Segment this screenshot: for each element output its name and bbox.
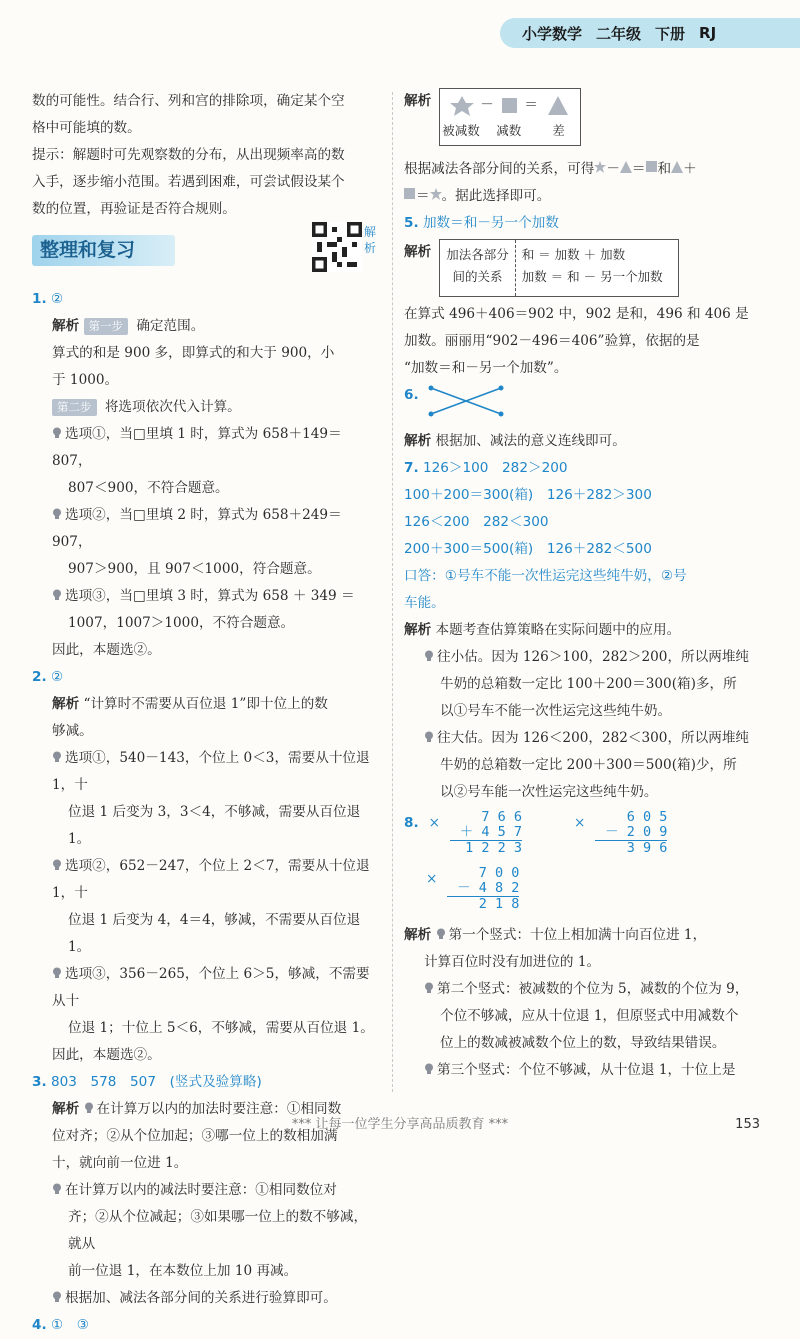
bulb-icon [52, 751, 62, 763]
q6-number: 6. [404, 387, 419, 403]
square-icon [404, 188, 416, 200]
q4-diagram [439, 88, 581, 146]
calc-line: － 4 8 2 [447, 881, 519, 897]
q3-number: 3. [32, 1074, 47, 1090]
q4-text: 。据此选择即可。 [441, 188, 551, 204]
hint-line: 提示：解题时可先观察数的分布，从出现频率高的数 [32, 147, 345, 163]
q1-analysis-label: 解析 [52, 318, 80, 334]
q3-answer: 803 578 507 (竖式及验算略) [50, 1074, 262, 1090]
q8-text: 第二个竖式：被减数的个位为 5，减数的个位为 9， [437, 981, 749, 997]
calc-line: ＋ 4 5 7 [450, 825, 522, 841]
q1-option: 选项②，当□里填 2 时，算式为 658＋249＝907， [52, 507, 342, 550]
square-icon [502, 98, 517, 113]
bulb-icon [424, 1063, 434, 1075]
q2-analysis-label: 解析 [52, 696, 80, 712]
op: ＝ [631, 161, 646, 177]
calc-line: 7 6 6 [481, 809, 523, 825]
equals-sign: ＝ [524, 97, 538, 113]
q7-text: 牛奶的总箱数一定比 200＋300＝500(箱)少，所 [440, 757, 737, 773]
wrong-mark: × [428, 815, 441, 831]
q2-conclusion: 因此，本题选②。 [52, 1047, 161, 1063]
bulb-icon [52, 427, 62, 439]
q5-text: 在算式 496＋406＝902 中，902 是和，496 和 406 是 [404, 306, 749, 322]
q7-text: 以①号车不能一次性运完这些纯牛奶。 [440, 703, 672, 719]
footer-slogan: *** 让每一位学生分享高品质教育 *** [291, 1117, 509, 1132]
square-icon [646, 161, 658, 173]
calc-line: 6 0 5 [626, 809, 668, 825]
q8-text: 第一个竖式：十位上相加满十向百位进 1， [448, 927, 707, 943]
q2-option-cont: 位退 1；十位上 5＜6，不够减，需要从百位退 1。 [68, 1020, 374, 1036]
box-right-line: 和 ＝ 加数 ＋ 加数 [521, 247, 626, 262]
calc-line: 1 2 2 3 [465, 840, 523, 856]
calc-line: 2 1 8 [478, 896, 520, 912]
box-right-line: 加数 ＝ 和 － 另一个加数 [521, 269, 663, 284]
q3-text: 根据加、减法各部分间的关系进行验算即可。 [65, 1290, 337, 1306]
q5-text: 加数。丽丽用“902－496＝406”验算，依据的是 [404, 333, 700, 349]
q3-analysis-label: 解析 [52, 1101, 80, 1117]
q4-text: 和 [657, 161, 672, 177]
q7-text: 以②号车能一次性运完这些纯牛奶。 [440, 784, 658, 800]
qr-code-icon[interactable] [312, 222, 362, 272]
header-edition: RJ [699, 24, 717, 42]
intro-line: 格中可能填的数。 [32, 120, 141, 136]
bulb-icon [436, 928, 446, 940]
q4-analysis-label: 解析 [404, 93, 432, 109]
bulb-icon [424, 650, 434, 662]
minus-sign: － [480, 97, 494, 113]
header-volume: 下册 [655, 24, 686, 43]
page-header [500, 18, 800, 48]
q7-analysis-label: 解析 [404, 622, 432, 638]
op: ＋ [683, 161, 697, 177]
q8-row1 [404, 810, 762, 866]
q1-number: 1. [32, 291, 47, 307]
q2-option: 选项①，540－143，个位上 0＜3，需要从十位退 1，十 [52, 750, 370, 793]
q5-answer: 加数＝和－另一个加数 [422, 215, 559, 231]
q5-number: 5. [404, 215, 419, 231]
q1-answer: ② [50, 291, 64, 307]
q3-text: 在计算万以内的减法时要注意：①相同数位对 [65, 1182, 337, 1198]
vertical-calc-3 [447, 866, 519, 922]
q7-answer: 口答：①号车不能一次性运完这些纯牛奶，②号 [404, 568, 687, 584]
q1-option-cont: 1007，1007＞1000，不符合题意。 [68, 615, 295, 631]
vertical-calc-1 [450, 810, 522, 866]
box-left-line: 加法各部分 [446, 247, 509, 262]
q6-connect-lines [427, 382, 507, 422]
q7-text: 牛奶的总箱数一定比 100＋200＝300(箱)多，所 [440, 676, 737, 692]
op: ＝ [416, 188, 430, 204]
q4-answer: ① ③ [50, 1317, 89, 1333]
q7-text: 往小估。因为 126＞100，282＞200，所以两堆纯 [437, 649, 750, 665]
q1-line: 算式的和是 900 多，即算式的和大于 900，小 [52, 345, 335, 361]
bulb-icon [424, 731, 434, 743]
triangle-icon [548, 96, 568, 115]
q2-option: 选项③，356－265，个位上 6＞5，够减，不需要从十 [52, 966, 370, 1009]
hint-line: 入手，逐步缩小范围。若遇到困难，可尝试假设某个 [32, 174, 345, 190]
q1-option: 选项①，当□里填 1 时，算式为 658＋149＝807， [52, 426, 342, 469]
box-left-line: 间的关系 [452, 269, 503, 284]
calc-line: － 2 0 9 [595, 825, 667, 841]
star-icon [594, 161, 606, 173]
q6-analysis-label: 解析 [404, 433, 432, 449]
header-subject: 小学数学 [522, 24, 583, 43]
header-grade: 二年级 [596, 24, 642, 43]
triangle-icon [671, 161, 683, 173]
label-minuend: 被减数 [442, 123, 480, 138]
q1-line: 于 1000。 [52, 372, 119, 388]
q5-text: “加数＝和－另一个加数”。 [404, 360, 568, 376]
q3-text: 齐；②从个位减起；③如果哪一位上的数不够减，就从 [68, 1209, 368, 1252]
qr-label: 解析 [364, 225, 377, 255]
q7-line: 126＜200 282＜300 [404, 514, 549, 530]
q1-option: 选项③，当□里填 3 时，算式为 658 ＋ 349 ＝ [65, 588, 355, 604]
bulb-icon [52, 1291, 62, 1303]
q1-step2-tag: 第二步 [52, 399, 97, 416]
q8-number: 8. [404, 815, 419, 831]
bulb-icon [52, 589, 62, 601]
calc-line: 3 9 6 [626, 840, 668, 856]
q7-number: 7. [404, 460, 419, 476]
q7-line: 200＋300＝500(箱) 126＋282＜500 [404, 541, 652, 557]
q2-text: 够减。 [52, 723, 93, 739]
q1-step1-tag: 第一步 [84, 318, 129, 335]
q2-option-cont: 位退 1 后变为 3，3＜4，不够减，需要从百位退 1。 [68, 804, 361, 847]
wrong-mark: × [426, 871, 438, 887]
q2-number: 2. [32, 669, 47, 685]
q8-text: 个位不够减，应从十位退 1，但原竖式中用减数个 [440, 1008, 739, 1024]
intro-line: 数的可能性。结合行、列和宫的排除项，确定某个空 [32, 93, 345, 109]
bulb-icon [52, 508, 62, 520]
bulb-icon [52, 1183, 62, 1195]
section-title: 整理和复习 [32, 235, 175, 266]
q7-answer: 车能。 [404, 595, 445, 611]
column-divider [392, 92, 393, 1092]
q3-text: 在计算万以内的加法时要注意：①相同数 [96, 1101, 342, 1117]
q8-text: 位上的数减被减数个位上的数，导致结果错误。 [440, 1035, 726, 1051]
q3-text: 位对齐；②从个位加起；③哪一位上的数相加满 [52, 1128, 338, 1144]
left-column [32, 88, 380, 1339]
q4-text: 根据减法各部分间的关系，可得 [404, 161, 595, 177]
page-number: 153 [735, 1117, 760, 1132]
right-column [404, 88, 762, 1084]
q1-step2: 将选项依次代入计算。 [104, 399, 241, 415]
q1-step1: 确定范围。 [136, 318, 205, 334]
op: － [606, 161, 620, 177]
q2-answer: ② [50, 669, 64, 685]
q4-number: 4. [32, 1317, 47, 1333]
q2-option-cont: 位退 1 后变为 4，4＝4，够减，不需要从百位退 1。 [68, 912, 361, 955]
q2-text: “计算时不需要从百位退 1”即十位上的数 [83, 696, 328, 712]
bulb-icon [52, 859, 62, 871]
vertical-calc-2 [595, 810, 667, 866]
star-icon [430, 188, 442, 200]
bulb-icon [424, 982, 434, 994]
label-subtrahend: 减数 [496, 123, 522, 138]
hint-line: 数的位置，再验证是否符合规则。 [32, 201, 236, 217]
q8-analysis-label: 解析 [404, 927, 432, 943]
label-difference: 差 [552, 123, 565, 138]
q3-text: 十，就向前一位进 1。 [52, 1155, 188, 1171]
q7-line: 100＋200＝300(箱) 126＋282＞300 [404, 487, 652, 503]
q8-text: 计算百位时没有加进位的 1。 [424, 954, 601, 970]
triangle-icon [620, 161, 632, 173]
star-icon [450, 96, 474, 116]
q5-analysis-label: 解析 [404, 244, 432, 260]
wrong-mark: × [574, 815, 586, 831]
bulb-icon [52, 967, 62, 979]
q1-option-cont: 807＜900，不符合题意。 [68, 480, 229, 496]
q1-conclusion: 因此，本题选②。 [52, 642, 161, 658]
q2-option: 选项②，652－247，个位上 2＜7，需要从十位退 1，十 [52, 858, 370, 901]
q3-text: 前一位退 1，在本数位上加 10 再减。 [68, 1263, 298, 1279]
q7-text: 往大估。因为 126＜200，282＜300，所以两堆纯 [437, 730, 750, 746]
q7-text: 本题考查估算策略在实际问题中的应用。 [435, 622, 681, 638]
q6-analysis: 根据加、减法的意义连线即可。 [435, 433, 626, 449]
calc-line: 7 0 0 [478, 865, 520, 881]
q5-relation-box [439, 239, 679, 297]
q7-line: 126＞100 282＞200 [422, 460, 568, 476]
q8-row2 [404, 866, 762, 922]
q8-text: 第三个竖式：个位不够减，从十位退 1，十位上是 [437, 1062, 736, 1078]
q1-option-cont: 907＞900，且 907＜1000，符合题意。 [68, 561, 321, 577]
